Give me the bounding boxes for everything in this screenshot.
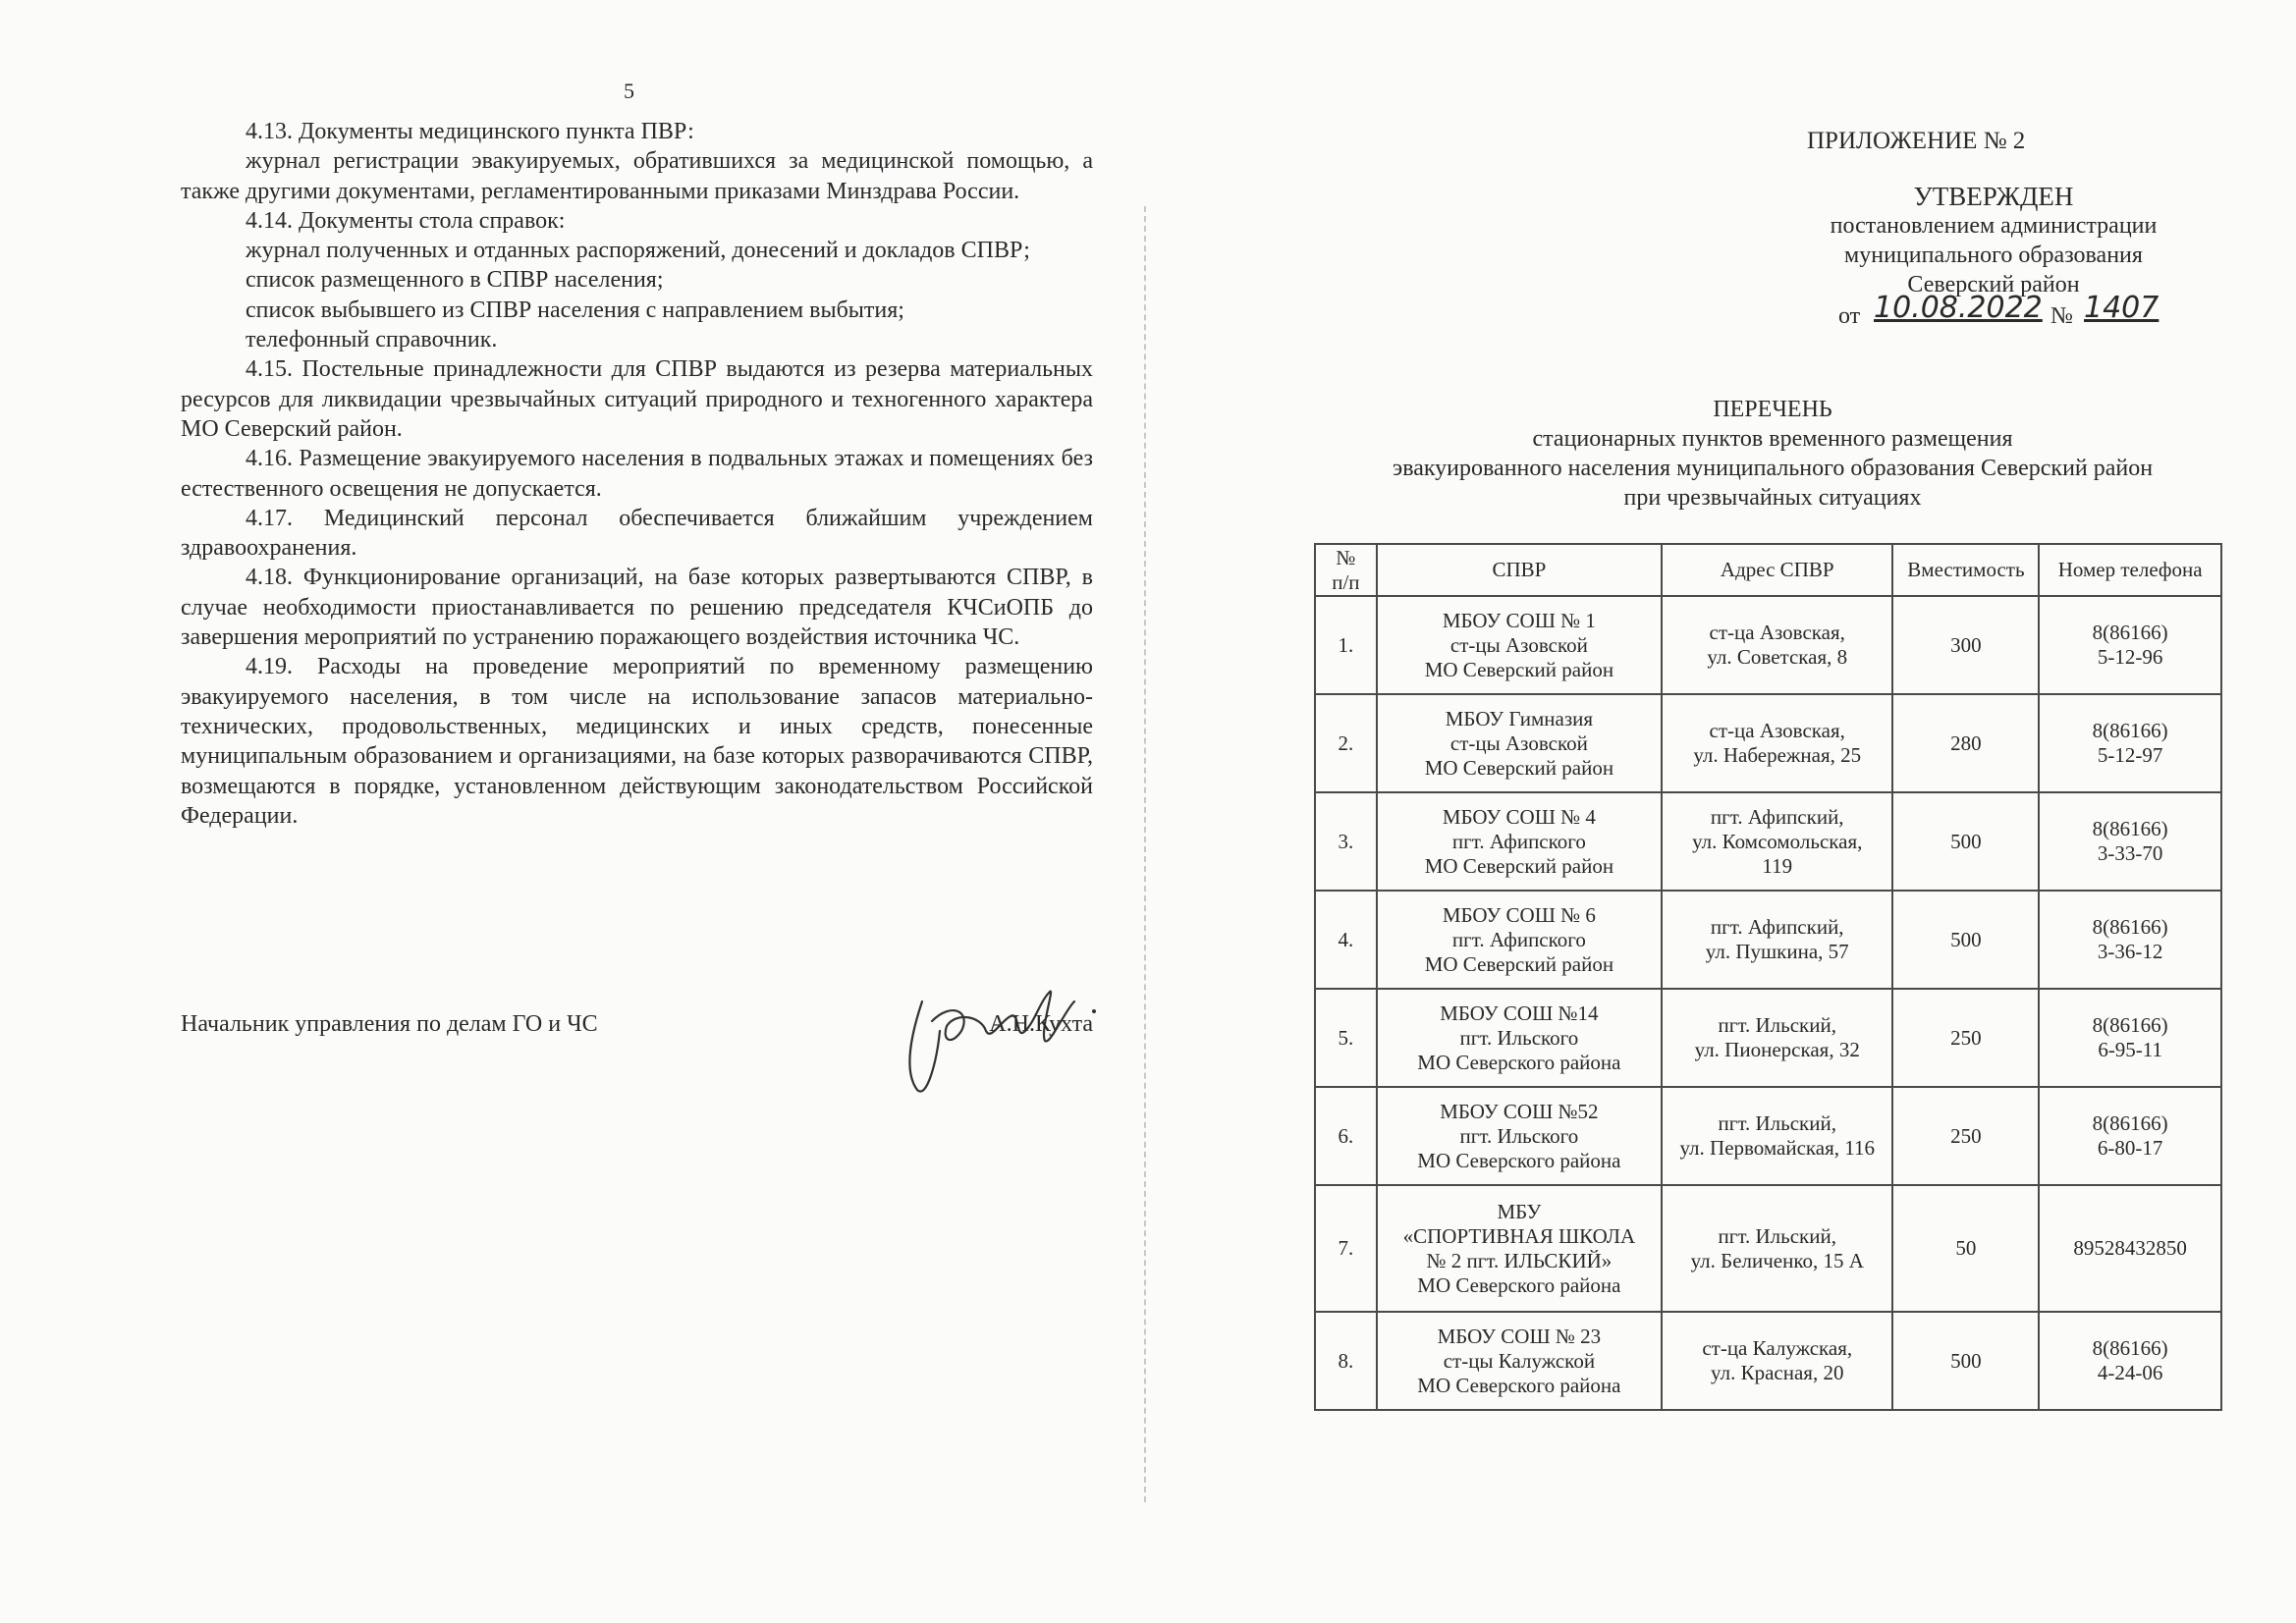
cell-spvr-line: МО Северский район (1424, 657, 1614, 681)
cell-spvr-line: «СПОРТИВНАЯ ШКОЛА (1402, 1223, 1636, 1248)
cell-number: 3. (1315, 792, 1377, 891)
date-prefix: от (1838, 303, 1861, 329)
table-header-row (1315, 544, 2221, 596)
cell-spvr-line: МБОУ СОШ № 4 (1442, 804, 1596, 829)
cell-address-line: ул. Пионерская, 32 (1694, 1038, 1860, 1061)
cell-phone-line: 8(86166) (2092, 915, 2168, 939)
table-row (1315, 596, 2221, 694)
cell-number: 2. (1315, 694, 1377, 792)
cell-number: 6. (1315, 1087, 1377, 1185)
approval-block (1797, 182, 2190, 333)
cell-spvr-line: № 2 пгт. ИЛЬСКИЙ» (1426, 1248, 1613, 1272)
cell-address (1662, 1312, 1892, 1410)
cell-capacity: 250 (1892, 1087, 2039, 1185)
paragraph: список выбывшего из СПВР населения с направлением выбытия; (246, 297, 904, 323)
cell-spvr-line: МБОУ СОШ № 23 (1437, 1324, 1602, 1348)
cell-spvr (1377, 989, 1662, 1087)
cell-phone (2039, 989, 2221, 1087)
header-spvr: СПВР (1377, 544, 1662, 596)
cell-spvr (1377, 1087, 1662, 1185)
cell-phone-line: 3-33-70 (2097, 841, 2163, 865)
cell-address (1662, 596, 1892, 694)
cell-number: 7. (1315, 1185, 1377, 1312)
list-title: ПЕРЕЧЕНЬ (1713, 397, 1832, 422)
cell-address (1662, 694, 1892, 792)
cell-phone (2039, 792, 2221, 891)
cell-spvr-line: МБОУ СОШ №14 (1440, 1001, 1599, 1025)
cell-spvr-line: ст-цы Азовской (1449, 632, 1588, 657)
paragraph-4-17: 4.17. Медицинский персонал обеспечивается ближайшим учреждением здравоохранения. (181, 505, 1093, 562)
cell-spvr-line: МО Северский район (1424, 853, 1614, 878)
header-capacity: Вместимость (1892, 544, 2039, 596)
spvr-table (1314, 543, 2222, 1411)
cell-phone-line: 8(86166) (2092, 817, 2168, 840)
header-phone: Номер телефона (2039, 544, 2221, 596)
approval-line: постановлением администрации (1830, 213, 2158, 239)
cell-spvr-line: МБОУ СОШ №52 (1440, 1099, 1599, 1123)
cell-number: 8. (1315, 1312, 1377, 1410)
cell-spvr-line: МБОУ Гимназия (1445, 706, 1594, 730)
cell-spvr-line: МО Северского района (1417, 1272, 1621, 1297)
table-row (1315, 1185, 2221, 1312)
cell-capacity: 500 (1892, 1312, 2039, 1410)
cell-capacity: 300 (1892, 596, 2039, 694)
cell-spvr (1377, 792, 1662, 891)
cell-spvr-line: пгт. Ильского (1459, 1025, 1579, 1050)
cell-number: 5. (1315, 989, 1377, 1087)
cell-address-line: ул. Пушкина, 57 (1705, 940, 1849, 963)
paragraph-4-18: 4.18. Функционирование организаций, на базе которых развертываются СПВР, в случае необходимости приостанавливается по решению председателя КЧСиОПБ до завершения мероприятий по устранению поражающего воздействия источника ЧС. (181, 565, 1093, 651)
cell-phone (2039, 1087, 2221, 1185)
cell-spvr-line: МО Северского района (1417, 1050, 1621, 1074)
number-sign: № (2050, 303, 2073, 329)
table-row (1315, 1087, 2221, 1185)
cell-spvr (1377, 694, 1662, 792)
cell-address-line: ул. Советская, 8 (1707, 645, 1848, 669)
cell-address-line: пгт. Афипский, (1710, 804, 1844, 829)
cell-number: 4. (1315, 891, 1377, 989)
cell-phone-line: 8(86166) (2092, 1111, 2168, 1135)
paragraph-4-19: 4.19. Расходы на проведение мероприятий по временному размещению эвакуируемого населения, в том числе на использование запасов материально-технических, продовольственных, медицинских и иных средств, понесенные муниципальным образованием и организациями, на базе которых разворачиваются СПВР, возмещаются в порядке, установленном действующим законодательством Российской Федерации. (181, 654, 1093, 829)
cell-address-line: пгт. Ильский, (1718, 1013, 1836, 1037)
body-text (181, 117, 1093, 831)
list-subtitle-line: эвакуированного населения муниципального образования Северский район (1392, 456, 2154, 481)
cell-address-line: пгт. Ильский, (1718, 1111, 1836, 1135)
approval-line: муниципального образования (1844, 243, 2143, 268)
cell-spvr (1377, 1312, 1662, 1410)
cell-address-line: пгт. Ильский, (1718, 1223, 1836, 1248)
handwritten-number: 1407 (2084, 291, 2159, 325)
cell-phone (2039, 1185, 2221, 1312)
cell-address-line: ул. Набережная, 25 (1693, 743, 1862, 767)
cell-spvr-line: пгт. Афипского (1451, 927, 1586, 951)
approval-line: Северский район (1907, 272, 2080, 298)
cell-phone-line: 8(86166) (2092, 719, 2168, 742)
table-row (1315, 792, 2221, 891)
cell-spvr-line: ст-цы Азовской (1449, 730, 1588, 755)
table-row (1315, 1312, 2221, 1410)
fold-line (1144, 206, 1146, 1502)
paragraph-4-13: 4.13. Документы медицинского пункта ПВР: (246, 119, 694, 144)
cell-address-line: ул. Беличенко, 15 А (1690, 1248, 1864, 1272)
signature-block (181, 1011, 1093, 1041)
signatory-position: Начальник управления по делам ГО и ЧС (181, 1011, 598, 1037)
cell-phone-line: 3-36-12 (2097, 940, 2163, 963)
page-number: 5 (624, 79, 634, 103)
cell-spvr-line: ст-цы Калужской (1443, 1348, 1596, 1373)
cell-address (1662, 989, 1892, 1087)
cell-address-line: ул. Красная, 20 (1711, 1361, 1844, 1384)
paragraph: список размещенного в СПВР населения; (246, 267, 664, 294)
cell-address (1662, 792, 1892, 891)
approval-date-line (1797, 291, 2190, 333)
cell-address-line: 119 (1762, 853, 1793, 878)
paragraph: журнал регистрации эвакуируемых, обратившихся за медицинской помощью, а также другими документами, регламентированными приказами Минздрава России. (181, 148, 1093, 204)
cell-phone-line: 5-12-97 (2097, 743, 2163, 767)
cell-spvr (1377, 891, 1662, 989)
cell-phone-line: 89528432850 (2073, 1236, 2187, 1260)
cell-spvr-line: МО Северского района (1417, 1148, 1621, 1172)
cell-phone-line: 5-12-96 (2097, 645, 2163, 669)
cell-capacity: 250 (1892, 989, 2039, 1087)
cell-phone-line: 6-80-17 (2097, 1136, 2163, 1160)
cell-spvr-line: МБУ (1497, 1199, 1542, 1223)
cell-phone (2039, 694, 2221, 792)
cell-phone (2039, 1312, 2221, 1410)
paragraph: журнал полученных и отданных распоряжений, донесений и докладов СПВР; (246, 238, 1030, 264)
paragraph-4-15: 4.15. Постельные принадлежности для СПВР выдаются из резерва материальных ресурсов для ликвидации чрезвычайных ситуаций природного и техногенного характера МО Северский район. (181, 356, 1093, 442)
cell-capacity: 50 (1892, 1185, 2039, 1312)
handwritten-signature (893, 972, 1109, 1109)
appendix-label: ПРИЛОЖЕНИЕ № 2 (1807, 128, 2026, 154)
cell-phone (2039, 596, 2221, 694)
cell-spvr (1377, 1185, 1662, 1312)
cell-address (1662, 891, 1892, 989)
cell-address-line: ул. Первомайская, 116 (1679, 1136, 1875, 1160)
header-number: № п/п (1315, 544, 1377, 596)
cell-phone-line: 8(86166) (2092, 1336, 2168, 1360)
cell-address-line: ул. Комсомольская, (1692, 829, 1863, 853)
cell-spvr-line: МО Северский район (1424, 755, 1614, 780)
cell-spvr (1377, 596, 1662, 694)
cell-spvr-line: МО Северский район (1424, 951, 1614, 976)
cell-spvr-line: пгт. Афипского (1451, 829, 1586, 853)
cell-phone-line: 4-24-06 (2097, 1361, 2163, 1384)
cell-spvr-line: МБОУ СОШ № 1 (1442, 608, 1596, 632)
cell-spvr-line: МБОУ СОШ № 6 (1442, 902, 1596, 927)
cell-spvr-line: пгт. Ильского (1459, 1123, 1579, 1148)
list-subtitle-line: при чрезвычайных ситуациях (1623, 485, 1922, 511)
cell-phone (2039, 891, 2221, 989)
cell-address-line: пгт. Афипский, (1710, 915, 1844, 939)
list-subtitle-line: стационарных пунктов временного размещения (1532, 426, 2013, 452)
cell-capacity: 500 (1892, 891, 2039, 989)
cell-address (1662, 1185, 1892, 1312)
cell-address-line: ст-ца Азовская, (1709, 621, 1845, 644)
paragraph: телефонный справочник. (246, 327, 498, 353)
table-row (1315, 989, 2221, 1087)
paragraph-4-16: 4.16. Размещение эвакуируемого населения в подвальных этажах и помещениях без естественного освещения не допускается. (181, 446, 1093, 502)
paragraph-4-14: 4.14. Документы стола справок: (246, 207, 566, 234)
cell-capacity: 500 (1892, 792, 2039, 891)
cell-phone-line: 8(86166) (2092, 1013, 2168, 1037)
table-row (1315, 891, 2221, 989)
cell-address-line: ст-ца Азовская, (1709, 719, 1845, 742)
approved-title: УТВЕРЖДЕН (1913, 182, 2074, 211)
cell-spvr-line: МО Северского района (1417, 1373, 1621, 1397)
list-heading (1316, 395, 2229, 513)
cell-address (1662, 1087, 1892, 1185)
header-address: Адрес СПВР (1662, 544, 1892, 596)
cell-number: 1. (1315, 596, 1377, 694)
handwritten-date: 10.08.2022 (1874, 291, 2043, 325)
signatory-name: А.Н.Кухта (989, 1011, 1093, 1037)
cell-capacity: 280 (1892, 694, 2039, 792)
cell-phone-line: 8(86166) (2092, 621, 2168, 644)
cell-phone-line: 6-95-11 (2098, 1038, 2163, 1061)
cell-address-line: ст-ца Калужская, (1702, 1336, 1853, 1360)
table-row (1315, 694, 2221, 792)
